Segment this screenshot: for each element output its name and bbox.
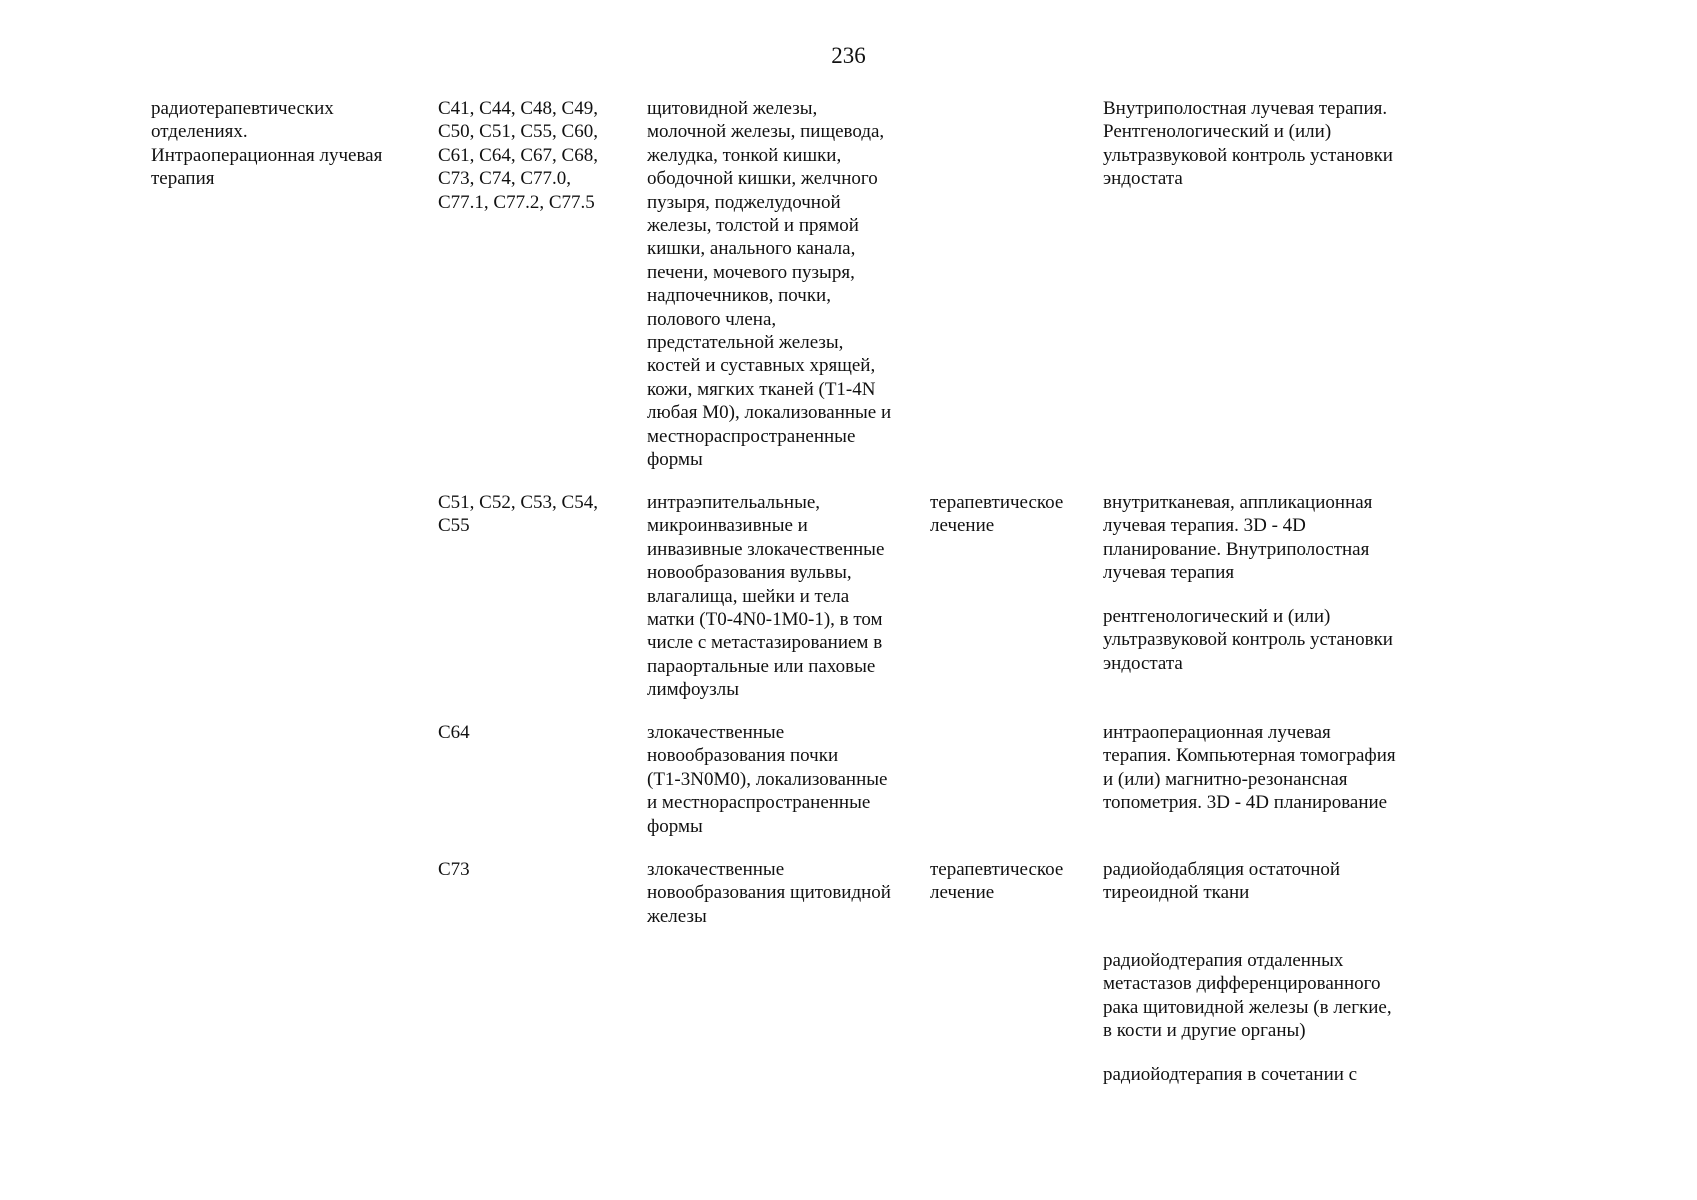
page-number: 236 — [831, 43, 866, 68]
row4-method-cell-3: радиойодтерапия в сочетании с — [1103, 1064, 1358, 1085]
row2-method-cell: внутритканевая, аппликационная лучевая терапия. 3D - 4D планирование. Внутриполостная лучевая терапия — [1103, 492, 1373, 584]
row4-diagnosis-cell: злокачественные новообразования щитовидной железы — [647, 859, 891, 927]
row4-icd-codes-cell: C73 — [438, 859, 470, 880]
row3-diagnosis-cell: злокачественные новообразования почки (T1-3N0M0), локализованные и местнораспространенные формы — [647, 722, 888, 837]
row4-method-cell: радиойодабляция остаточной тиреоидной ткани — [1103, 859, 1341, 904]
row2-icd-codes-cell: C51, C52, C53, C54, C55 — [438, 492, 598, 537]
row1-department-cell: радиотерапевтических отделениях. Интраоперационная лучевая терапия — [151, 98, 383, 190]
row2-treatment-type-cell: терапевтическое лечение — [930, 492, 1064, 537]
row1-diagnosis-cell: щитовидной железы, молочной железы, пищевода, желудка, тонкой кишки, ободочной кишки, желчного пузыря, поджелудочной железы, толстой и прямой кишки, анального канала, печени, мочевого пузыря, надпочечников, почки, полового члена, предстательной железы, костей и суставных хрящей, кожи, мягких тканей (T1-4N любая M0), локализованные и местнораспространенные формы — [647, 98, 892, 471]
row2-diagnosis-cell: интраэпительальные, микроинвазивные и инвазивные злокачественные новообразования вульвы, влагалища, шейки и тела матки (T0-4N0-1M0-1), в том числе с метастазированием в параортальные или паховые лимфоузлы — [647, 492, 885, 701]
row3-method-cell: интраоперационная лучевая терапия. Компьютерная томография и (или) магнитно-резонансная топометрия. 3D - 4D планирование — [1103, 722, 1396, 814]
row2-method-cell-2: рентгенологический и (или) ультразвуковой контроль установки эндостата — [1103, 606, 1393, 674]
row3-icd-codes-cell: C64 — [438, 722, 470, 743]
row4-treatment-type-cell: терапевтическое лечение — [930, 859, 1064, 904]
row1-method-cell: Внутриполостная лучевая терапия. Рентгенологический и (или) ультразвуковой контроль установки эндостата — [1103, 98, 1393, 190]
row4-method-cell-2: радиойодтерапия отдаленных метастазов дифференцированного рака щитовидной железы (в легкие, в кости и другие органы) — [1103, 950, 1392, 1042]
row1-icd-codes-cell: C41, C44, C48, C49, C50, C51, C55, C60, C61, C64, C67, C68, C73, C74, C77.0, C77.1, C77.2, C77.5 — [438, 98, 598, 213]
